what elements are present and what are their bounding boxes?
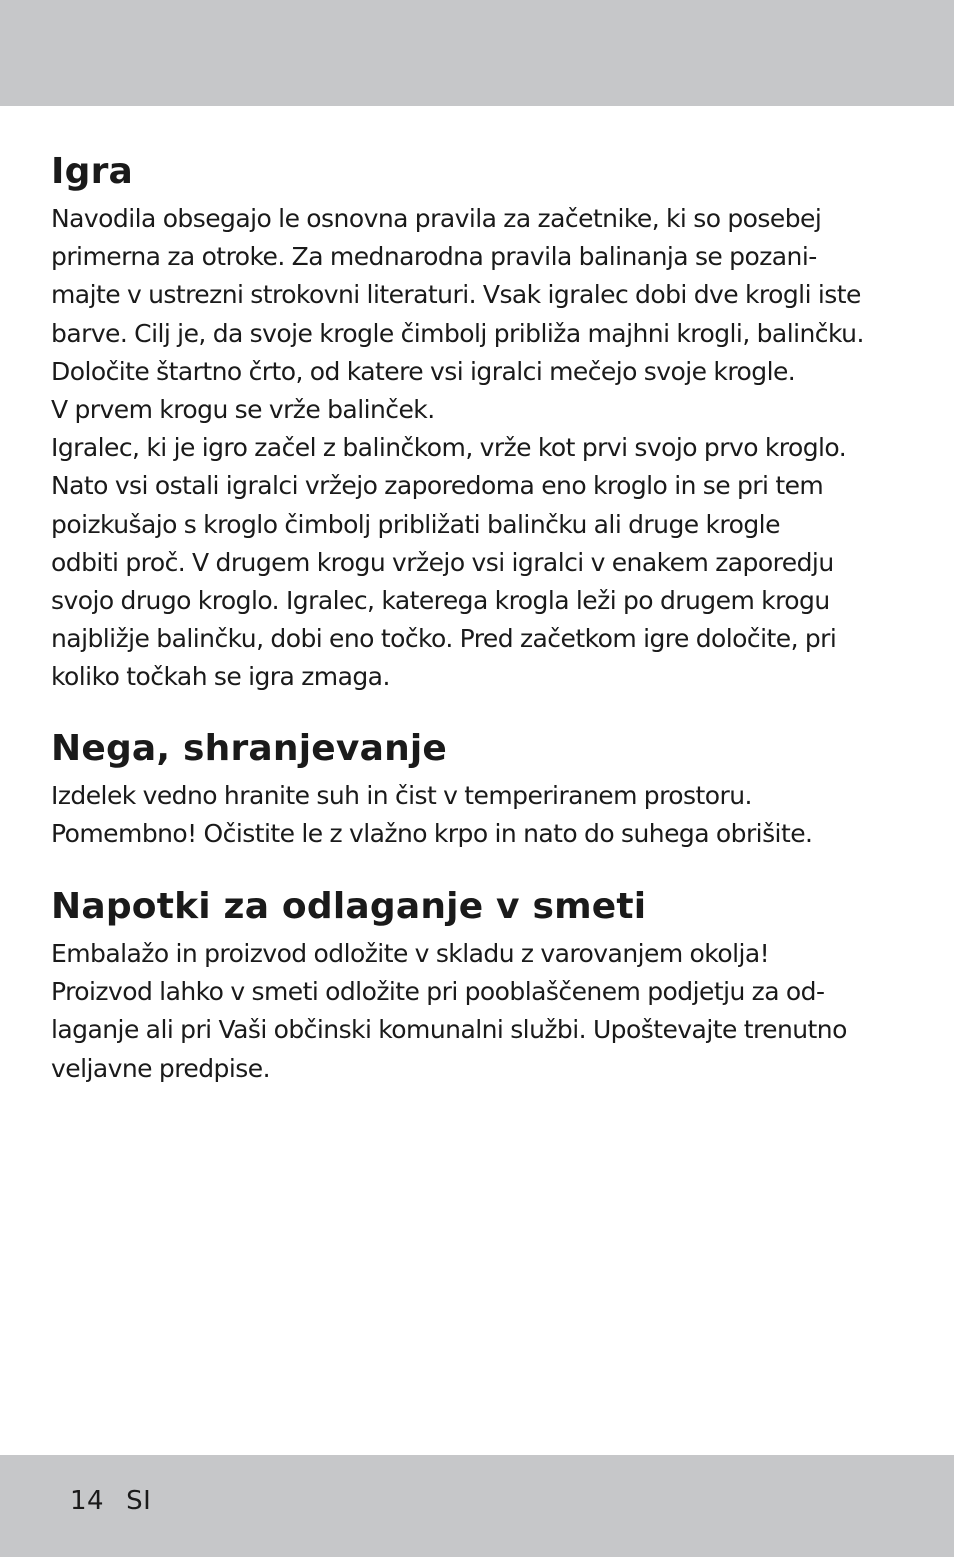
paragraph-line: majte v ustrezni strokovni literaturi. Vsak igralec dobi dve krogli iste: [51, 280, 861, 310]
paragraph-line: Določite štartno črto, od katere vsi igralci mečejo svoje krogle.: [51, 356, 796, 386]
paragraph-line: odbiti proč. V drugem krogu vržejo vsi igralci v enakem zaporedju: [51, 547, 834, 577]
paragraph-line: poizkušajo s kroglo čimbolj približati balinčku ali druge krogle: [51, 509, 780, 539]
header-band: [0, 0, 954, 106]
paragraph-line: svojo drugo kroglo. Igralec, katerega krogla leži po drugem krogu: [51, 586, 830, 616]
section-body: [51, 200, 911, 697]
paragraph-line: Embalažo in proizvod odložite v skladu z varovanjem okolja!: [51, 939, 770, 968]
language-code: SI: [126, 1486, 152, 1516]
page-number: 14: [70, 1486, 105, 1516]
paragraph-line: najbližje balinčku, dobi eno točko. Pred začetkom igre določite, pri: [51, 624, 837, 654]
section-heading: Napotki za odlaganje v smeti: [51, 886, 647, 927]
paragraph-line: veljavne predpise.: [51, 1053, 270, 1083]
paragraph-line: barve. Cilj je, da svoje krogle čimbolj približa majhni krogli, balinčku.: [51, 318, 864, 348]
paragraph-line: V prvem krogu se vrže balinček.: [51, 395, 435, 425]
paragraph-line: Izdelek vedno hranite suh in čist v temperiranem prostoru.: [51, 781, 752, 810]
section-body: [51, 777, 911, 853]
paragraph-line: Pomembno! Očistite le z vlažno krpo in nato do suhega obrišite.: [51, 819, 813, 849]
paragraph-line: Igralec, ki je igro začel z balinčkom, vrže kot prvi svojo prvo kroglo.: [51, 433, 847, 463]
section-body: [51, 935, 911, 1088]
paragraph-line: Navodila obsegajo le osnovna pravila za začetnike, ki so posebej: [51, 204, 822, 233]
paragraph-line: Proizvod lahko v smeti odložite pri pooblaščenem podjetju za od-: [51, 977, 825, 1007]
section-igra: [51, 150, 911, 697]
page-footer: [70, 1484, 151, 1518]
paragraph-line: koliko točkah se igra zmaga.: [51, 662, 390, 692]
section-nega-shranjevanje: [51, 727, 911, 853]
paragraph-line: primerna za otroke. Za mednarodna pravila balinanja se pozani-: [51, 242, 817, 272]
section-napotki-odlaganje: [51, 885, 911, 1088]
paragraph-line: laganje ali pri Vaši občinski komunalni službi. Upoštevajte trenutno: [51, 1015, 847, 1045]
paragraph-line: Nato vsi ostali igralci vržejo zaporedoma eno kroglo in se pri tem: [51, 471, 824, 501]
section-heading: Nega, shranjevanje: [51, 728, 448, 769]
section-heading: Igra: [51, 151, 134, 192]
